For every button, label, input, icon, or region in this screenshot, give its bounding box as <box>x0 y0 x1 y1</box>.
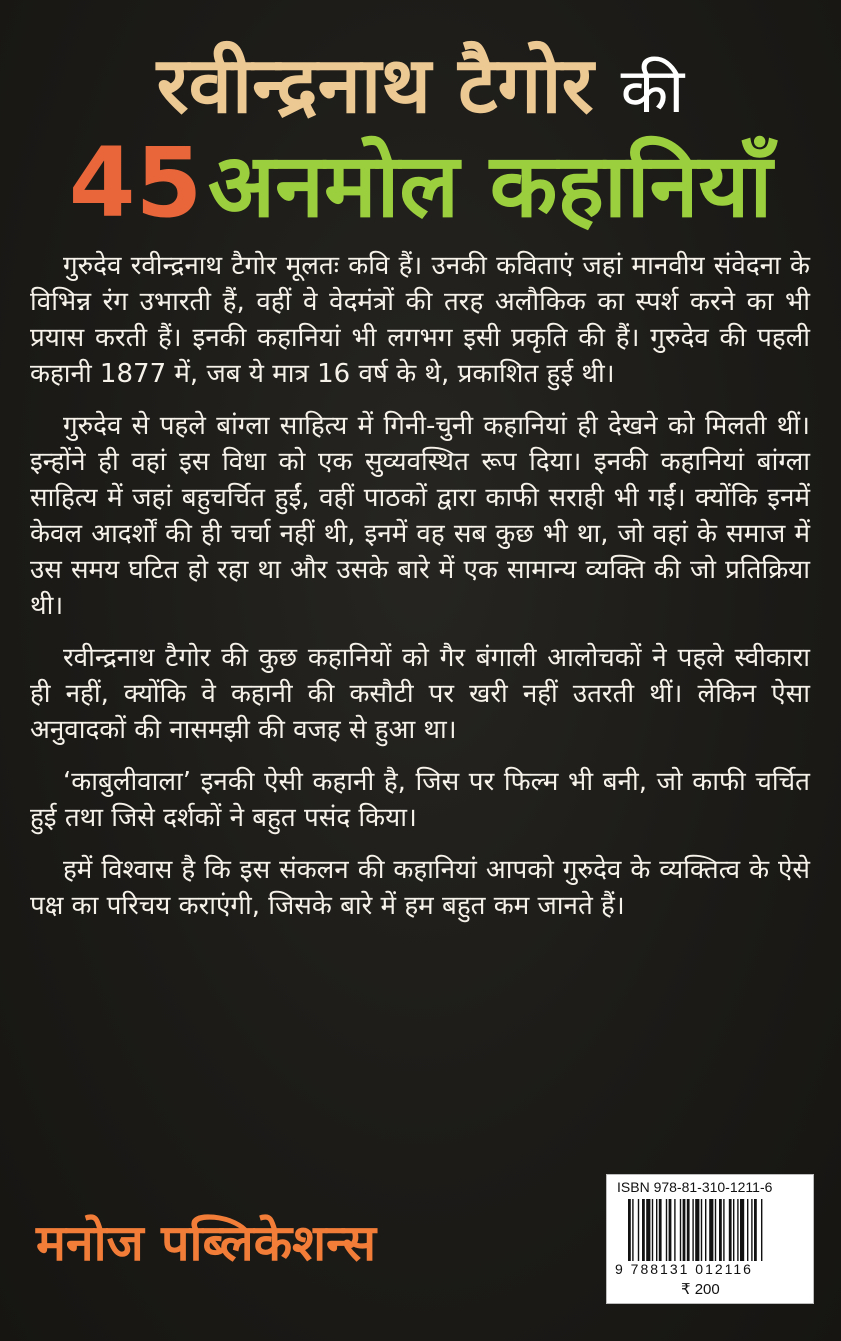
barcode-digits: 9 788131 012116 <box>615 1261 753 1277</box>
price: ₹ 200 <box>681 1281 720 1298</box>
title-line-2 <box>0 127 841 264</box>
paragraph-5: हमें विश्वास है कि इस संकलन की कहानियां आपको गुरुदेव के व्यक्तित्व के ऐसे पक्ष का परिचय कराएंगी, जिसके बारे में हम बहुत कम जानते हैं। <box>30 855 810 921</box>
barcode-label <box>606 1174 814 1304</box>
blurb-text <box>30 248 810 940</box>
isbn-number: ISBN 978-81-310-1211-6 <box>617 1179 773 1195</box>
author-name: रवीन्द्रनाथ टैगोर <box>156 41 594 131</box>
title-line-1 <box>0 38 841 139</box>
paragraph-2: गुरुदेव से पहले बांग्ला साहित्य में गिनी-चुनी कहानियां ही देखने को मिलती थीं। इन्होंने ही वहां इस विधा को एक सुव्यवस्थित रूप दिया। इनकी कहानियां बांग्ला साहित्य में जहां बहुचर्चित हुईं, वहीं पाठकों द्वारा काफी सराही भी गईं। क्योंकि इनमें केवल आदर्शों की ही चर्चा नहीं थी, इनमें वह सब कुछ भी था, जो वहां के समाज में उस समय घटित हो रहा था और उसके बारे में एक सामान्य व्यक्ति की जो प्रतिक्रिया थी। <box>30 411 810 621</box>
paragraph-4: ‘काबुलीवाला’ इनकी ऐसी कहानी है, जिस पर फिल्म भी बनी, जो काफी चर्चित हुई तथा जिसे दर्शकों ने बहुत पसंद किया। <box>30 767 810 833</box>
title-phrase: अनमोल कहानियाँ <box>207 134 773 237</box>
publisher-name: मनोज पब्लिकेशन्स <box>36 1214 377 1272</box>
paragraph-1: गुरुदेव रवीन्द्रनाथ टैगोर मूलतः कवि हैं। उनकी कविताएं जहां मानवीय संवेदना के विभिन्न रंग उभारती हैं, वहीं वे वेदमंत्रों की तरह अलौकिक का स्पर्श करने का भी प्रयास करती हैं। इनकी कहानियां भी लगभग इसी प्रकृति की हैं। गुरुदेव की पहली कहानी 1877 में, जब ये मात्र 16 वर्ष के थे, प्रकाशित हुई थी। <box>30 251 810 389</box>
barcode-bars <box>627 1199 805 1261</box>
title-ki: की <box>620 54 685 127</box>
title-number: 45 <box>68 127 203 239</box>
paragraph-3: रवीन्द्रनाथ टैगोर की कुछ कहानियों को गैर बंगाली आलोचकों ने पहले स्वीकारा ही नहीं, क्योंकि वे कहानी की कसौटी पर खरी नहीं उतरती थीं। लेकिन ऐसा अनुवादकों की नासमझी की वजह से हुआ था। <box>30 643 810 745</box>
